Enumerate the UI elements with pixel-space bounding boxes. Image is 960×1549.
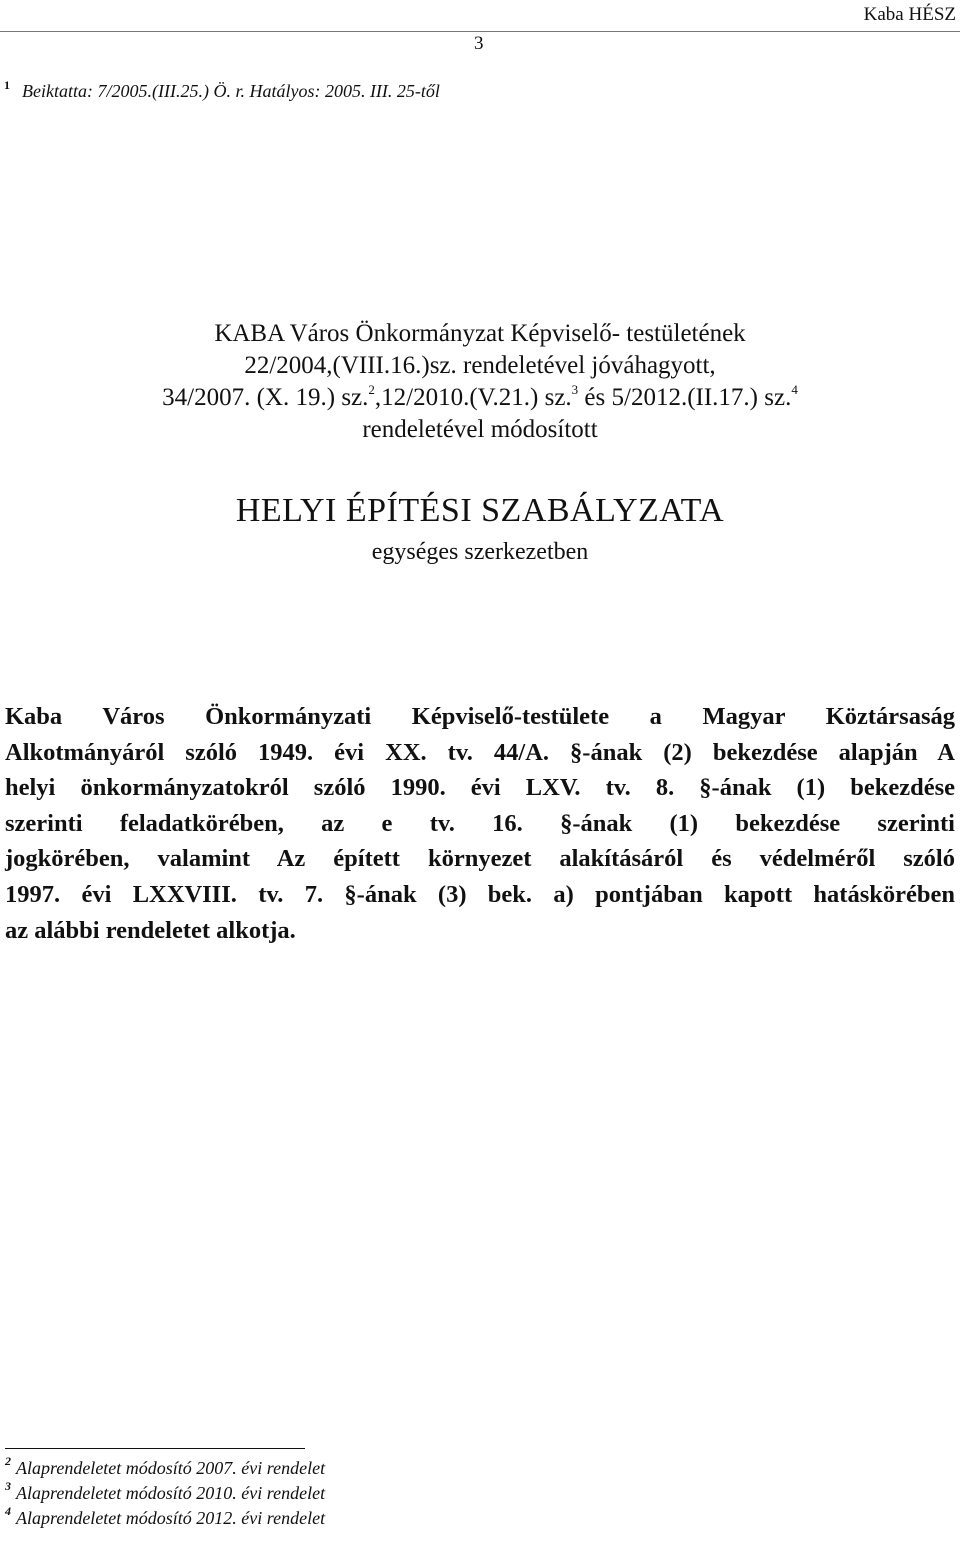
- preamble-line: szerinti feladatkörében, az e tv. 16. §-ának (1) bekezdése szerinti: [5, 809, 955, 837]
- footnote-marker: 3: [5, 1479, 11, 1493]
- footnote-list: [5, 1456, 325, 1531]
- title-line-3: [0, 382, 960, 414]
- preamble-line: Alkotmányáról szóló 1949. évi XX. tv. 44/A. §-ának (2) bekezdése alapján A: [5, 738, 955, 766]
- footnote-marker: 2: [5, 1454, 11, 1468]
- footnote-1: [4, 80, 440, 102]
- title-line-2: 22/2004,(VIII.16.)sz. rendeletével jóváhagyott,: [244, 352, 716, 379]
- preamble-line: 1997. évi LXXVIII. tv. 7. §-ának (3) bek. a) pontjában kapott hatáskörében: [5, 880, 955, 908]
- footnote-1-text: Beiktatta: 7/2005.(III.25.) Ö. r. Hatályos: 2005. III. 25-től: [22, 81, 440, 101]
- header-rule: [0, 31, 960, 32]
- preamble: [5, 699, 955, 948]
- preamble-line: az alábbi rendeletet alkotja.: [5, 916, 296, 944]
- page-number: 3: [474, 33, 484, 54]
- running-header: Kaba HÉSZ: [863, 4, 956, 25]
- title-block: [0, 318, 960, 446]
- footnote-ref-4: 4: [791, 382, 798, 397]
- preamble-line: jogkörében, valamint Az épített környezet alakításáról és védelméről szóló: [5, 845, 955, 873]
- footnote-marker: 4: [5, 1504, 11, 1518]
- footnote-item: [5, 1481, 325, 1506]
- footnote-text: Alaprendeletet módosító 2012. évi rendelet: [16, 1508, 326, 1528]
- title-line-3-part3: és 5/2012.(II.17.) sz.: [578, 384, 792, 411]
- footnote-item: [5, 1456, 325, 1481]
- preamble-line: Kaba Város Önkormányzati Képviselő-testülete a Magyar Köztársaság: [5, 703, 955, 730]
- subtitle: egységes szerkezetben: [371, 539, 589, 565]
- footnote-ref-3: 3: [571, 382, 579, 397]
- preamble-line: helyi önkormányzatokról szóló 1990. évi LXV. tv. 8. §-ának (1) bekezdése: [5, 774, 955, 802]
- title-line-4: rendeletével módosított: [362, 416, 598, 443]
- footnote-ref-2: 2: [368, 382, 375, 397]
- title-line-1: KABA Város Önkormányzat Képviselő- testületének: [214, 320, 746, 347]
- footnote-separator: [5, 1448, 305, 1449]
- title-line-3-part2: ,12/2010.(V.21.) sz.: [374, 384, 572, 411]
- footnote-item: [5, 1506, 325, 1531]
- footnote-text: Alaprendeletet módosító 2010. évi rendelet: [16, 1483, 326, 1503]
- title-line-3-part1: 34/2007. (X. 19.) sz.: [162, 384, 369, 411]
- main-title: HELYI ÉPÍTÉSI SZABÁLYZATA: [235, 492, 725, 529]
- footnote-1-marker: 1: [4, 78, 10, 92]
- footnote-text: Alaprendeletet módosító 2007. évi rendelet: [16, 1458, 326, 1478]
